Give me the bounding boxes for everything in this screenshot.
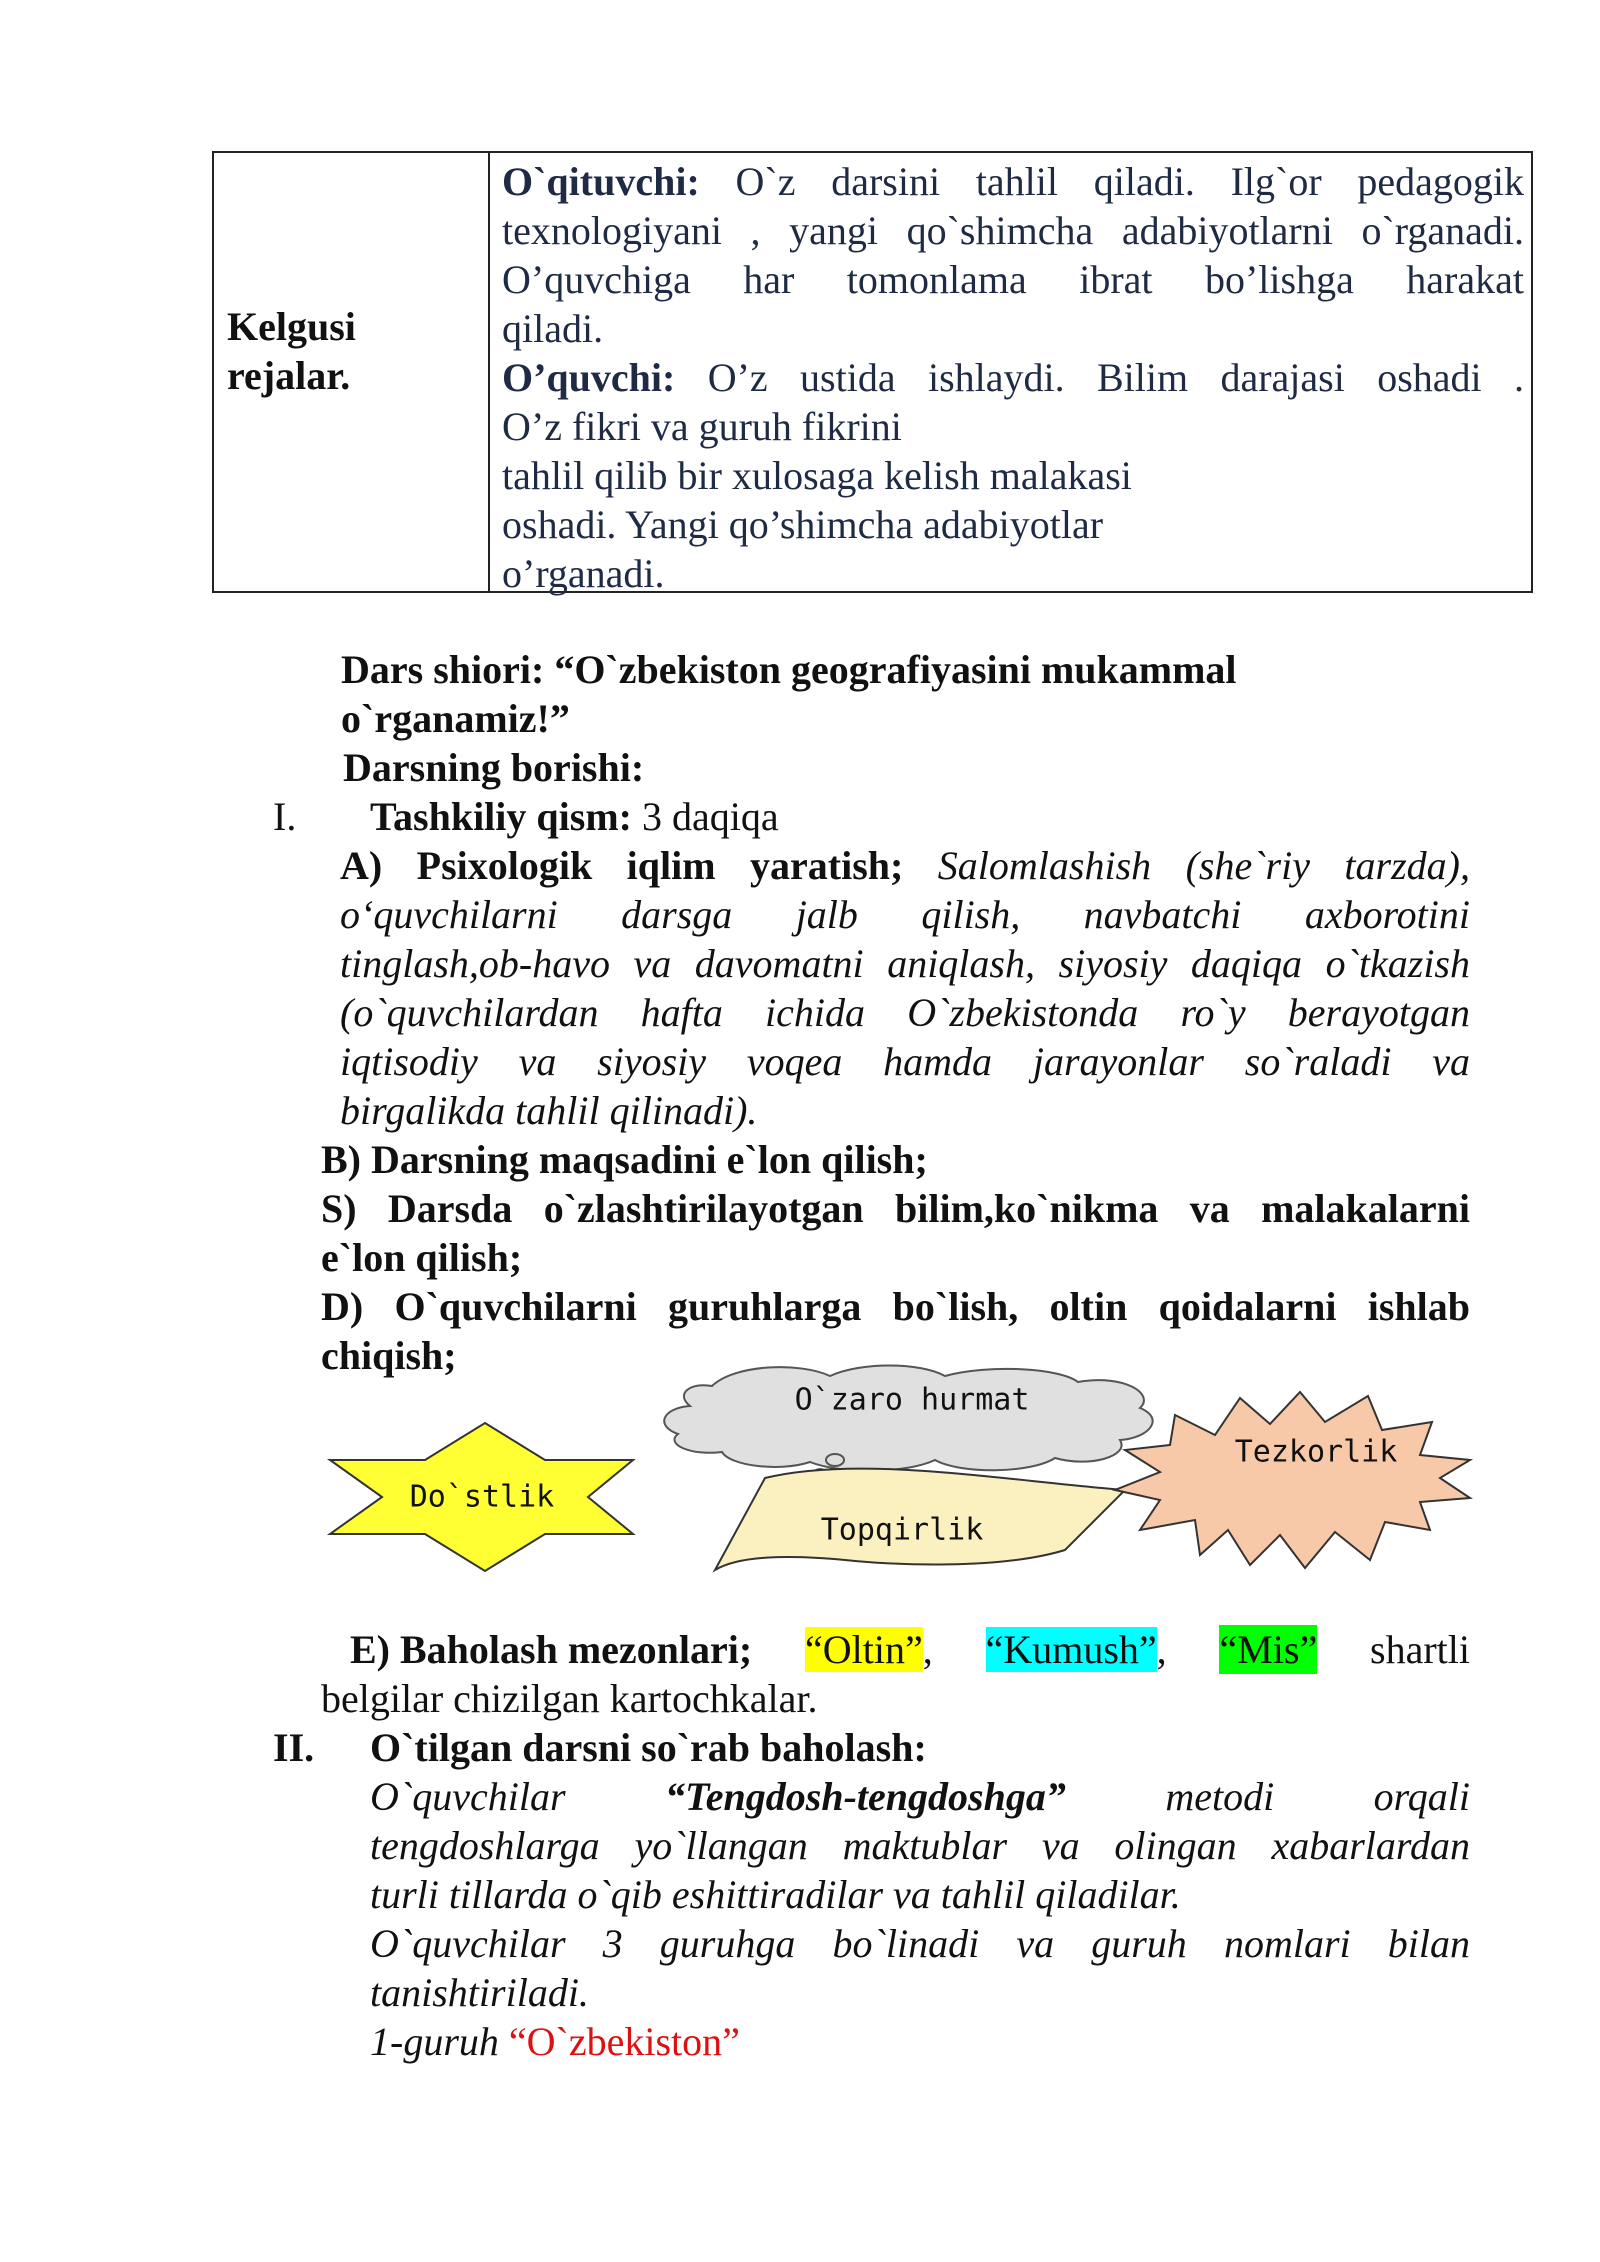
teacher-line-3: O’quvchiga har tomonlama ibrat bo’lishga harakat [502, 257, 1524, 302]
cloud-label: O`zaro hurmat [794, 1382, 1030, 1418]
section-1-number: I. [273, 794, 297, 839]
student-line-1: O’quvchi: O’z ustida ishlaydi. Bilim darajasi oshadi . [502, 355, 1524, 400]
grading-line-2: belgilar chizilgan kartochkalar. [321, 1676, 818, 1721]
copper-card: “Mis” [1219, 1627, 1318, 1672]
gold-card: “Oltin” [805, 1627, 923, 1672]
student-line-3: tahlil qilib bir xulosaga kelish malakasi [502, 453, 1132, 498]
plans-label: Kelgusi rejalar. [227, 304, 356, 398]
psych-line-2: o‘quvchilarni darsga jalb qilish, navbatchi axborotini [340, 892, 1470, 937]
peer-method: “Tengdosh-tengdoshga” [665, 1774, 1066, 1819]
plans-table [212, 151, 1533, 596]
respect-cloud [664, 1366, 1152, 1478]
goal-item: B) Darsning maqsadini e`lon qilish; [321, 1137, 928, 1182]
progress-title: Darsning borishi: [343, 745, 645, 790]
group-1-label: 1-guruh [370, 2019, 499, 2064]
gold-wrap: “Oltin”, [805, 1627, 933, 1672]
cloud-shape [664, 1366, 1152, 1471]
resourcefulness-wave [715, 1469, 1125, 1570]
skills-line-1: S) Darsda o`zlashtirilayotgan bilim,ko`nikma va malakalarni [321, 1186, 1470, 1231]
skills-line-2: e`lon qilish; [321, 1235, 523, 1280]
psych-line-3: tinglash,ob-havo va davomatni aniqlash, siyosiy daqiqa o`tkazish [340, 941, 1470, 986]
peer-line-1: O`quvchilar “Tengdosh-tengdoshga” metodi orqali [370, 1774, 1470, 1819]
groups-line-2: chiqish; [321, 1333, 457, 1378]
groups-intro-line-2: tanishtiriladi. [370, 1970, 589, 2015]
groups-line-1: D) O`quvchilarni guruhlarga bo`lish, oltin qoidalarni ishlab [321, 1284, 1470, 1329]
section-2-number: II. [273, 1725, 315, 1770]
section-1-heading [370, 792, 779, 841]
group-1-line [370, 2017, 740, 2066]
student-line-4: oshadi. Yangi qo’shimcha adabiyotlar [502, 502, 1104, 547]
teacher-line-1: O`qituvchi: O`z darsini tahlil qiladi. Ilg`or pedagogik [502, 159, 1524, 204]
burst-label: Tezkorlik [1234, 1434, 1398, 1470]
section-1-title: Tashkiliy qism: [370, 794, 632, 839]
grading-tail: shartli [1370, 1627, 1470, 1672]
wave-label: Topqirlik [820, 1512, 984, 1548]
psych-line-1: A) Psixologik iqlim yaratish; Salomlashish (she`riy tarzda), [340, 843, 1470, 888]
motto-line-1: Dars shiori: “O`zbekiston geografiyasini mukammal [341, 647, 1237, 692]
silver-wrap: “Kumush”, [985, 1627, 1167, 1672]
cloud-bubble-1 [826, 1454, 844, 1466]
psych-line-4: (o`quvchilardan hafta ichida O`zbekistonda ro`y berayotgan [340, 990, 1470, 1035]
section-2-title: O`tilgan darsni so`rab baholash: [370, 1725, 927, 1770]
psych-line-6: birgalikda tahlil qilinadi). [340, 1088, 758, 1133]
student-line-2: O’z fikri va guruh fikrini [502, 404, 902, 449]
section-1-duration: 3 daqiqa [631, 794, 779, 839]
motto-line-2: o`rganamiz!” [341, 696, 570, 741]
plans-label-cell [214, 153, 490, 591]
group-1-name: “O`zbekiston” [508, 2019, 740, 2064]
peer-line-2: tengdoshlarga yo`llangan maktublar va olingan xabarlardan [370, 1823, 1470, 1868]
groups-intro-line-1: O`quvchilar 3 guruhga bo`linadi va guruh nomlari bilan [370, 1921, 1470, 1966]
speed-burst [1115, 1392, 1470, 1568]
friendship-star [330, 1423, 633, 1571]
plans-content-cell [502, 157, 1524, 598]
burst-shape [1115, 1392, 1470, 1568]
psych-line-5: iqtisodiy va siyosiy voqea hamda jarayonlar so`raladi va [340, 1039, 1470, 1084]
silver-card: “Kumush” [985, 1627, 1157, 1672]
teacher-line-2: texnologiyani , yangi qo`shimcha adabiyotlarni o`rganadi. [502, 208, 1524, 253]
student-line-5: o’rganadi. [502, 551, 665, 596]
peer-line-3: turli tillarda o`qib eshittiradilar va tahlil qiladilar. [370, 1872, 1181, 1917]
psych-label: A) Psixologik iqlim yaratish; [340, 843, 904, 888]
teacher-line-4: qiladi. [502, 306, 604, 351]
star-label: Do`stlik [409, 1479, 555, 1515]
student-label: O’quvchi: [502, 355, 676, 400]
grading-label: E) Baholash mezonlari; [350, 1627, 753, 1672]
golden-rules-diagram [0, 1360, 1600, 1600]
teacher-label: O`qituvchi: [502, 159, 700, 204]
grading-line-1 [350, 1625, 1470, 1674]
